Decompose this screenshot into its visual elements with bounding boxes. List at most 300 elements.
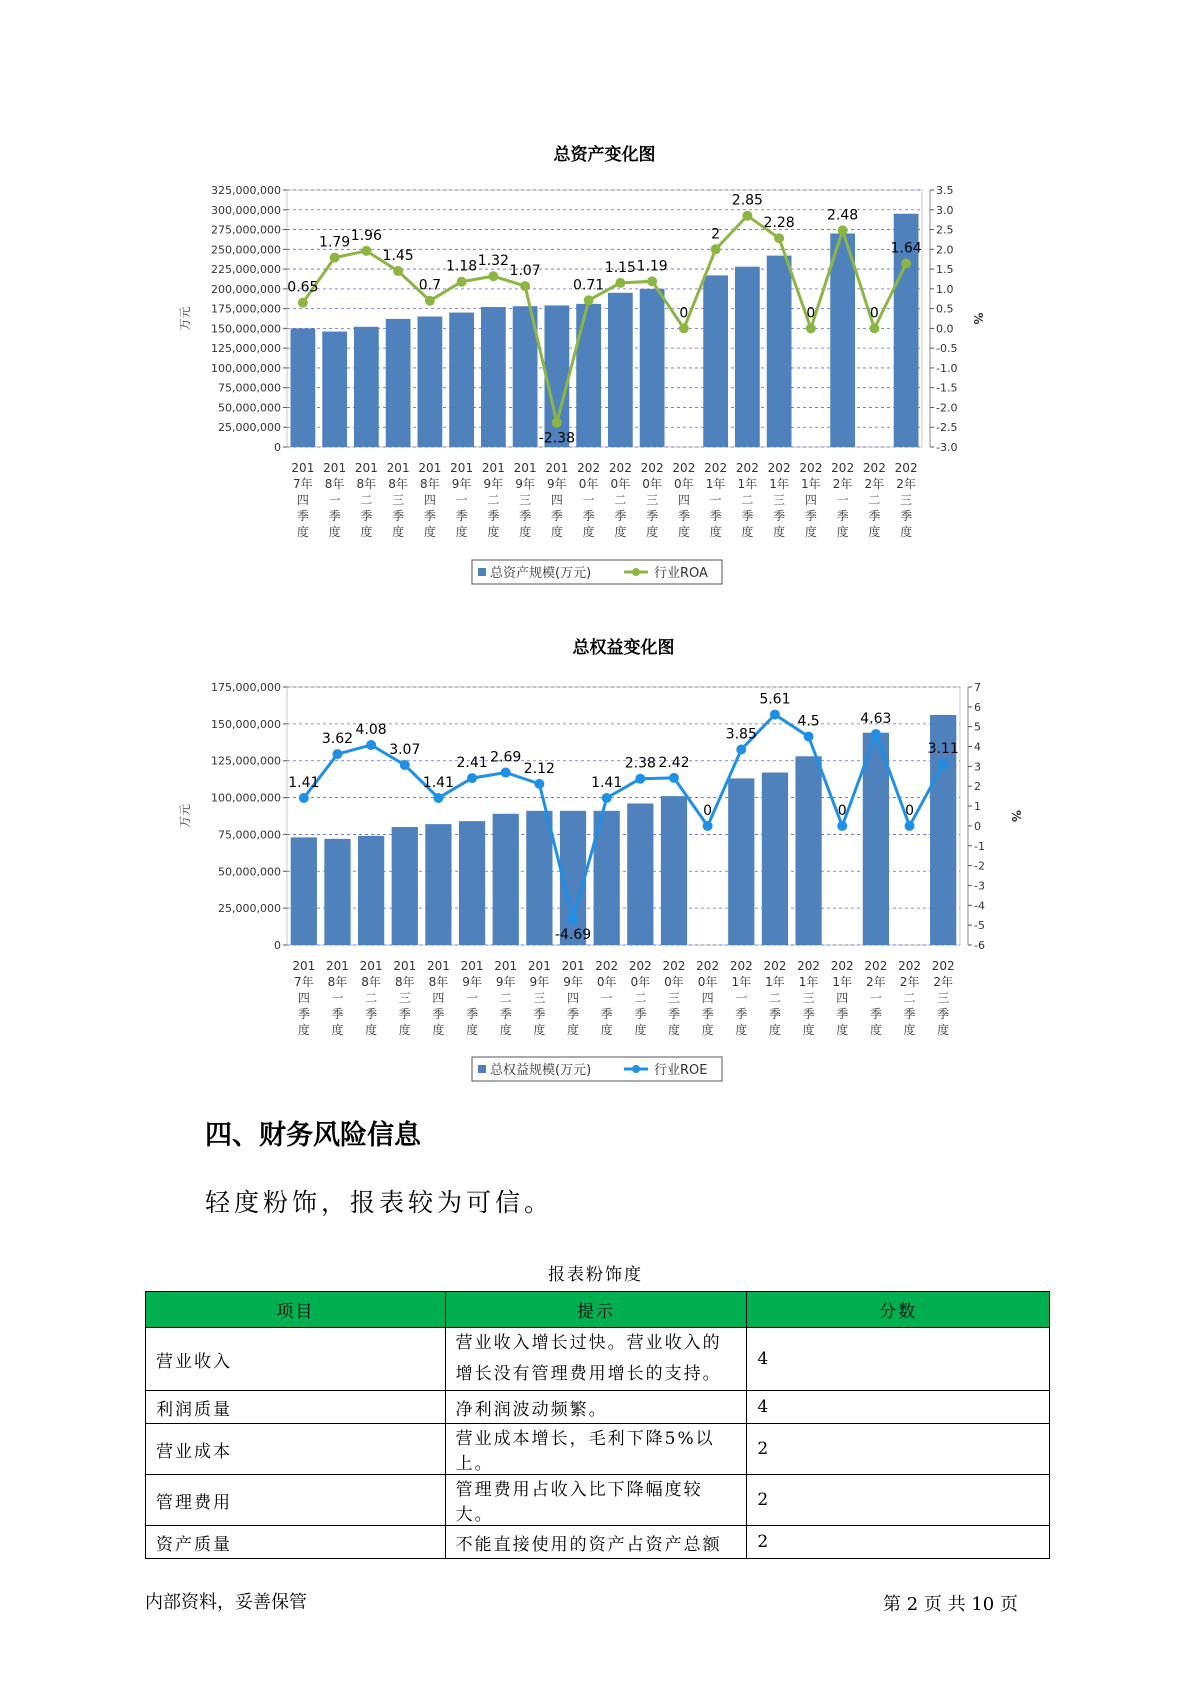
x-tick-label: 2年	[866, 975, 886, 989]
plot-area	[287, 190, 922, 447]
data-label: 1.18	[446, 258, 478, 275]
y-tick-label: 250,000,000	[211, 243, 281, 257]
x-tick-label: 三	[802, 991, 815, 1005]
x-tick-label: 9年	[529, 975, 550, 989]
x-tick-label: 201	[450, 461, 474, 475]
line-point	[711, 244, 721, 254]
section-title: 四、财务风险信息	[205, 1120, 421, 1151]
bar	[661, 796, 687, 945]
y-tick-label: 50,000,000	[218, 401, 281, 415]
y2-tick-label: -6	[974, 939, 985, 952]
data-label: 0.65	[287, 279, 319, 296]
bar	[354, 327, 379, 447]
x-tick-label: 201	[291, 461, 315, 475]
x-tick-label: 一	[582, 493, 595, 507]
y2-tick-label: 3.0	[936, 203, 954, 217]
footer-confidential: 内部资料，妥善保管	[145, 1592, 307, 1613]
line-point	[901, 259, 911, 269]
y2-tick-label: -4	[974, 899, 985, 913]
row-hint: 净利润波动频繁。	[445, 1391, 747, 1424]
x-tick-label: 度	[646, 525, 659, 539]
y2-tick-label: -1.0	[936, 361, 958, 375]
legend-line-marker	[632, 1065, 640, 1073]
x-tick-label: 1年	[769, 477, 789, 491]
x-tick-label: 一	[466, 991, 479, 1005]
x-tick-label: 度	[903, 1023, 916, 1037]
y2-axis-title: %	[1009, 809, 1023, 823]
bar	[290, 328, 315, 447]
x-tick-label: 四	[297, 991, 310, 1005]
x-tick-label: 202	[767, 461, 791, 475]
x-tick-label: 度	[709, 525, 722, 539]
legend-bar-label: 总权益规模(万元)	[490, 1063, 592, 1078]
y2-tick-label: 2	[974, 780, 981, 794]
table-row	[146, 1424, 1050, 1475]
y2-tick-label: 7	[974, 681, 981, 694]
x-tick-label: 季	[296, 509, 309, 523]
legend-bar-swatch	[478, 568, 486, 576]
header-item: 项目	[146, 1292, 446, 1328]
x-tick-label: 度	[519, 525, 532, 539]
line-point	[669, 773, 679, 783]
data-label: 0	[837, 802, 847, 819]
legend-line-label: 行业ROA	[654, 566, 708, 581]
y2-tick-label: 3	[974, 760, 981, 774]
y2-tick-label: 0.0	[936, 322, 954, 336]
data-label: 2	[711, 226, 721, 243]
line-point	[679, 323, 689, 333]
data-label: 1.41	[591, 774, 623, 791]
x-tick-label: 季	[455, 509, 468, 523]
legend-line-marker	[632, 568, 640, 576]
x-tick-label: 三	[533, 991, 546, 1005]
line-point	[400, 760, 410, 770]
bar	[728, 778, 754, 945]
line-point	[501, 768, 511, 778]
x-tick-label: 度	[360, 525, 373, 539]
data-label: 0	[679, 305, 689, 322]
x-tick-label: 季	[398, 1007, 411, 1021]
data-label: 1.19	[636, 258, 668, 275]
x-tick-label: 7年	[293, 477, 313, 491]
x-tick-label: 度	[550, 525, 563, 539]
data-label: -4.69	[554, 927, 592, 944]
x-tick-label: 1年	[731, 975, 752, 989]
y2-tick-label: -2	[974, 859, 985, 873]
x-tick-label: 202	[864, 959, 888, 973]
bar	[830, 233, 855, 447]
line-point	[361, 246, 371, 256]
line-point	[433, 793, 443, 803]
x-tick-label: 201	[494, 959, 518, 973]
x-tick-label: 201	[527, 959, 551, 973]
line-point	[938, 759, 948, 769]
x-tick-label: 一	[836, 493, 849, 507]
x-tick-label: 2年	[832, 477, 853, 491]
x-tick-label: 度	[499, 1023, 512, 1037]
x-tick-label: 202	[830, 959, 854, 973]
x-tick-label: 度	[432, 1023, 445, 1037]
y-tick-label: 25,000,000	[218, 902, 281, 916]
x-tick-label: 季	[903, 1007, 916, 1021]
x-tick-label: 二	[487, 493, 500, 507]
x-tick-label: 1年	[801, 477, 821, 491]
x-tick-label: 2年	[933, 975, 953, 989]
y2-tick-label: 2.0	[936, 243, 954, 257]
x-tick-label: 四	[677, 493, 690, 507]
x-tick-label: 201	[513, 461, 537, 475]
x-tick-label: 一	[331, 991, 344, 1005]
x-tick-label: 四	[423, 493, 436, 507]
line-point	[742, 211, 752, 221]
data-label: 3.07	[389, 741, 421, 758]
table-row	[146, 1328, 1050, 1391]
x-tick-label: 季	[582, 509, 595, 523]
y2-tick-label: -2.5	[936, 421, 958, 435]
line-point	[635, 774, 645, 784]
x-tick-label: 季	[735, 1007, 748, 1021]
x-tick-label: 0年	[596, 975, 617, 989]
x-tick-label: 0年	[578, 477, 599, 491]
x-tick-label: 三	[937, 991, 950, 1005]
x-tick-label: 四	[836, 991, 849, 1005]
x-tick-label: 202	[799, 461, 823, 475]
x-tick-label: 8年	[420, 477, 440, 491]
data-label: 2.12	[523, 760, 555, 777]
x-tick-label: 季	[567, 1007, 580, 1021]
x-tick-label: 度	[735, 1023, 748, 1037]
x-tick-label: 度	[804, 525, 817, 539]
x-tick-label: 四	[701, 991, 714, 1005]
x-tick-label: 度	[466, 1023, 479, 1037]
x-tick-label: 一	[328, 493, 341, 507]
y-tick-label: 100,000,000	[211, 791, 281, 805]
x-tick-label: 季	[900, 509, 913, 523]
data-label: 1.15	[604, 259, 636, 276]
x-tick-label: 202	[595, 959, 619, 973]
data-label: 0	[703, 802, 713, 819]
data-label: 3.62	[321, 731, 354, 748]
legend-line-label: 行业ROE	[654, 1063, 708, 1078]
x-tick-label: 季	[773, 509, 786, 523]
x-tick-label: 季	[432, 1007, 445, 1021]
y-tick-label: 225,000,000	[211, 263, 281, 277]
bar	[767, 256, 792, 447]
header-hint: 提示	[445, 1292, 747, 1328]
data-label: 0.7	[418, 277, 442, 294]
x-tick-label: 0年	[664, 975, 684, 989]
x-tick-label: 度	[487, 525, 500, 539]
row-score: 2	[747, 1526, 1050, 1559]
data-label: 3.11	[927, 741, 959, 758]
data-label: 1.41	[288, 774, 320, 791]
y2-tick-label: -1	[974, 839, 985, 853]
x-tick-label: 度	[392, 525, 405, 539]
line-point	[299, 793, 309, 803]
data-label: 2.69	[490, 749, 522, 766]
x-tick-label: 1年	[832, 975, 853, 989]
x-tick-label: 202	[672, 461, 696, 475]
table-row	[146, 1475, 1050, 1526]
x-tick-label: 二	[499, 991, 512, 1005]
y-tick-label: 275,000,000	[211, 223, 281, 237]
bar	[795, 756, 821, 945]
bar	[481, 307, 506, 447]
y2-axis-title: %	[971, 312, 985, 325]
y-tick-label: 150,000,000	[211, 717, 281, 731]
y-tick-label: 0	[274, 939, 281, 952]
chart-title: 总资产变化图	[553, 145, 656, 165]
bar	[493, 814, 519, 945]
x-tick-label: 201	[561, 959, 585, 973]
x-tick-label: 度	[567, 1023, 580, 1037]
x-tick-label: 季	[487, 509, 500, 523]
y2-tick-label: -0.5	[936, 342, 958, 356]
x-tick-label: 季	[297, 1007, 310, 1021]
x-tick-label: 202	[662, 959, 686, 973]
line-point	[520, 281, 530, 291]
x-tick-label: 2年	[899, 975, 920, 989]
x-tick-label: 季	[600, 1007, 613, 1021]
y-tick-label: 0	[274, 441, 281, 454]
x-tick-label: 二	[868, 493, 881, 507]
total-assets-chart-svg	[0, 120, 1191, 600]
x-tick-label: 201	[481, 461, 505, 475]
x-tick-label: 度	[836, 1023, 849, 1037]
x-tick-label: 2年	[896, 477, 916, 491]
x-tick-label: 季	[701, 1007, 714, 1021]
bar	[863, 733, 889, 945]
row-hint: 营业成本增长，毛利下降5%以上。	[445, 1424, 747, 1475]
x-tick-label: 季	[614, 509, 627, 523]
x-tick-label: 202	[704, 461, 728, 475]
x-tick-label: 0年	[674, 477, 694, 491]
y-tick-label: 75,000,000	[218, 828, 281, 842]
x-tick-label: 三	[667, 991, 680, 1005]
x-tick-label: 度	[331, 1023, 344, 1037]
x-tick-label: 季	[466, 1007, 479, 1021]
x-tick-label: 度	[328, 525, 341, 539]
legend-bar-label: 总资产规模(万元)	[490, 566, 592, 581]
x-tick-label: 一	[709, 493, 722, 507]
y-tick-label: 175,000,000	[211, 302, 281, 316]
line-point	[425, 296, 435, 306]
x-tick-label: 1年	[705, 477, 726, 491]
x-tick-label: 季	[836, 1007, 849, 1021]
line-point	[602, 793, 612, 803]
line-point	[457, 277, 467, 287]
plot-area	[287, 687, 960, 945]
row-item: 管理费用	[146, 1475, 446, 1526]
x-tick-label: 201	[386, 461, 410, 475]
data-label: 1.79	[319, 234, 351, 251]
x-tick-label: 四	[432, 991, 445, 1005]
row-score: 4	[747, 1328, 1050, 1391]
x-tick-label: 四	[804, 493, 817, 507]
x-tick-label: 8年	[428, 975, 449, 989]
bar	[449, 313, 474, 447]
line-point	[332, 749, 342, 759]
x-tick-label: 201	[323, 461, 347, 475]
x-tick-label: 度	[868, 525, 881, 539]
x-tick-label: 1年	[765, 975, 785, 989]
x-tick-label: 201	[426, 959, 450, 973]
x-tick-label: 度	[533, 1023, 546, 1037]
y-tick-label: 50,000,000	[218, 865, 281, 879]
table-row	[146, 1391, 1050, 1424]
x-tick-label: 202	[696, 959, 720, 973]
x-tick-label: 季	[328, 509, 341, 523]
x-tick-label: 201	[545, 461, 569, 475]
x-tick-label: 度	[614, 525, 627, 539]
x-tick-label: 202	[931, 959, 955, 973]
x-tick-label: 二	[634, 991, 647, 1005]
line-point	[806, 323, 816, 333]
bar	[459, 821, 485, 945]
x-tick-label: 202	[797, 959, 821, 973]
line-point	[615, 278, 625, 288]
y2-tick-label: 1	[974, 800, 981, 814]
row-score: 2	[747, 1424, 1050, 1475]
x-tick-label: 季	[709, 509, 722, 523]
x-tick-label: 8年	[394, 975, 415, 989]
y2-tick-label: 2.5	[936, 223, 954, 237]
data-label: 0	[869, 305, 879, 322]
data-label: 0.71	[573, 277, 605, 294]
total-equity-chart	[0, 615, 1191, 1115]
x-tick-label: 三	[392, 493, 405, 507]
line-point	[869, 323, 879, 333]
data-label: 1.41	[422, 774, 455, 791]
x-tick-label: 一	[455, 493, 468, 507]
x-tick-label: 度	[600, 1023, 613, 1037]
data-label: 4.63	[860, 711, 892, 728]
y-axis-title: 万元	[178, 306, 192, 331]
line-point	[871, 729, 881, 739]
x-tick-label: 三	[900, 493, 913, 507]
line-point	[804, 732, 814, 742]
x-tick-label: 度	[900, 525, 913, 539]
x-tick-label: 0年	[697, 975, 718, 989]
y2-tick-label: 0	[974, 819, 981, 833]
x-tick-label: 度	[297, 1023, 310, 1037]
data-label: -2.38	[538, 430, 575, 447]
x-tick-label: 季	[768, 1007, 781, 1021]
x-tick-label: 季	[868, 509, 881, 523]
x-tick-label: 201	[326, 959, 349, 973]
x-tick-label: 202	[831, 461, 855, 475]
whitewash-table	[145, 1291, 1050, 1559]
x-tick-label: 度	[582, 525, 595, 539]
line-point	[298, 298, 308, 308]
x-tick-label: 度	[455, 525, 468, 539]
x-tick-label: 度	[701, 1023, 714, 1037]
data-label: 2.42	[658, 754, 690, 771]
x-tick-label: 201	[359, 959, 383, 973]
y-tick-label: 200,000,000	[211, 282, 281, 296]
table-header-row	[146, 1292, 1050, 1328]
x-tick-label: 度	[398, 1023, 411, 1037]
x-tick-label: 度	[677, 525, 690, 539]
x-tick-label: 1年	[798, 975, 819, 989]
bar	[735, 267, 760, 447]
line-point	[584, 295, 594, 305]
y2-tick-label: -1.5	[936, 381, 958, 395]
line-point	[838, 225, 848, 235]
x-tick-label: 季	[667, 1007, 680, 1021]
x-tick-label: 季	[533, 1007, 546, 1021]
x-tick-label: 三	[519, 493, 532, 507]
y-tick-label: 25,000,000	[218, 421, 281, 435]
x-tick-label: 季	[392, 509, 405, 523]
x-tick-label: 度	[296, 525, 309, 539]
chart-title: 总权益变化图	[572, 638, 675, 658]
x-tick-label: 度	[667, 1023, 680, 1037]
data-label: 1.07	[509, 263, 541, 280]
x-tick-label: 一	[735, 991, 748, 1005]
line-point	[647, 276, 657, 286]
data-label: 4.5	[797, 713, 820, 730]
x-tick-label: 四	[296, 493, 309, 507]
line-point	[568, 914, 578, 924]
x-tick-label: 季	[499, 1007, 512, 1021]
data-label: 1.64	[890, 240, 922, 257]
x-tick-label: 三	[773, 493, 786, 507]
total-assets-chart	[0, 120, 1191, 600]
total-equity-chart-svg	[0, 615, 1191, 1115]
y2-tick-label: 5	[974, 720, 981, 734]
x-tick-label: 二	[768, 991, 781, 1005]
x-tick-label: 1年	[737, 477, 758, 491]
data-label: 1.32	[477, 253, 509, 270]
x-tick-label: 度	[937, 1023, 950, 1037]
x-tick-label: 202	[640, 461, 664, 475]
bar	[425, 824, 451, 945]
x-tick-label: 季	[519, 509, 532, 523]
y-tick-label: 100,000,000	[211, 361, 281, 375]
x-tick-label: 9年	[515, 477, 535, 491]
bar	[417, 317, 442, 447]
bar	[703, 275, 728, 447]
x-tick-label: 季	[634, 1007, 647, 1021]
x-tick-label: 度	[634, 1023, 647, 1037]
data-label: 1.45	[382, 248, 414, 265]
x-tick-label: 201	[418, 461, 442, 475]
x-tick-label: 度	[836, 525, 849, 539]
x-tick-label: 季	[741, 509, 754, 523]
x-tick-label: 202	[608, 461, 632, 475]
data-label: 2.41	[456, 755, 488, 772]
x-tick-label: 201	[393, 959, 417, 973]
x-tick-label: 9年	[495, 975, 516, 989]
bar	[576, 304, 601, 447]
x-tick-label: 8年	[356, 477, 377, 491]
y2-tick-label: 3.5	[936, 184, 954, 197]
x-tick-label: 9年	[563, 975, 583, 989]
data-label: 2.85	[731, 192, 763, 209]
row-hint: 营业收入增长过快。营业收入的增长没有管理费用增长的支持。	[445, 1328, 747, 1391]
x-tick-label: 9年	[462, 975, 482, 989]
x-tick-label: 三	[646, 493, 659, 507]
line-point	[774, 233, 784, 243]
row-score: 2	[747, 1475, 1050, 1526]
y-tick-label: 175,000,000	[211, 681, 281, 694]
bar	[392, 827, 418, 945]
bar	[291, 837, 317, 945]
x-tick-label: 二	[741, 493, 754, 507]
x-tick-label: 四	[567, 991, 580, 1005]
x-tick-label: 202	[577, 461, 601, 475]
